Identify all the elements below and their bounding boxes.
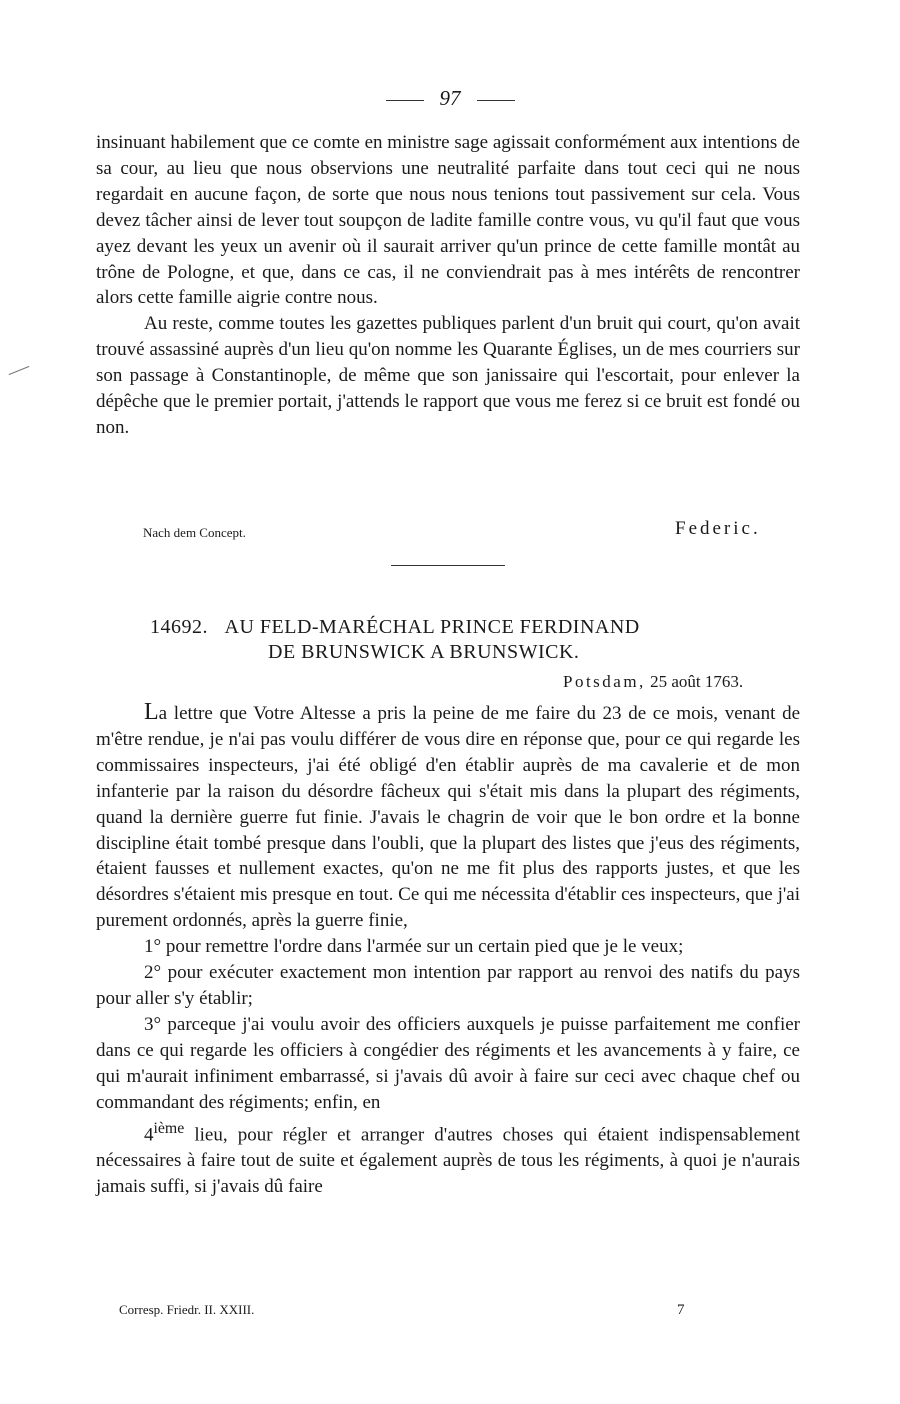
item-text: pour exécuter exactement mon intention par rapport au renvoi des natifs du pays pour aller s'y établir; xyxy=(96,962,800,1009)
item-number: 3° xyxy=(144,1013,162,1035)
item-text: lieu, pour régler et arranger d'autres choses qui étaient indispensablement nécessaires à faire tout de suite et également auprès de tous les régiments, à quoi je n'aurais jamais suffi, si j'avais dû faire xyxy=(96,1123,800,1197)
source-note: Nach dem Concept. xyxy=(143,525,246,540)
list-item xyxy=(96,1012,800,1116)
list-item xyxy=(96,960,800,1012)
letter-heading xyxy=(150,615,750,665)
list-item xyxy=(96,934,800,960)
page-number: 97 xyxy=(439,86,461,110)
item-number: 4 xyxy=(144,1123,154,1145)
signature: Federic. xyxy=(675,518,761,539)
heading-line-1 xyxy=(150,615,750,640)
folio-dash-left xyxy=(386,100,424,101)
heading-line-2: DE BRUNSWICK A BRUNSWICK. xyxy=(268,641,580,663)
folio-dash-right xyxy=(477,100,515,101)
previous-letter-text xyxy=(96,130,800,441)
letter-body xyxy=(96,700,800,1200)
paragraph: insinuant habilement que ce comte en ministre sage agissait conformément aux intentions de sa cour, au lieu que nous observions une neutralité parfaite dans tout ceci qui ne nous regardait en aucune façon, de sorte que nous nous tenions tout passivement sur cela. Vous devez tâcher ainsi de lever tout soupçon de ladite famille contre vous, vu qu'il faut que vous ayez devant les yeux un avenir où il saurait arriver qu'un prince de cette famille montât au trône de Pologne, et que, dans ce cas, il ne conviendrait pas à mes intérêts de rencontrer alors cette famille aigrie contre nous. xyxy=(96,132,800,309)
footer-signature-mark: 7 xyxy=(677,1302,685,1318)
item-text: pour remettre l'ordre dans l'armée sur un certain pied que je le veux; xyxy=(161,936,684,958)
section-divider xyxy=(391,565,505,566)
letter-intro-text: a lettre que Votre Altesse a pris la peine de me faire du 23 de ce mois, venant de m'être rendue, je n'ai pas voulu différer de vous dire en réponse que, pour ce qui regarde les commissaires inspecteurs, j'ai été obligé d'en établir auprès de ma cavalerie et de mon infanterie par la raison du désordre fâcheux qui s'était mis dans la plupart des régiments, quand la dernière guerre fut finie. J'avais le chagrin de voir que le bon ordre et la bonne discipline était tombé presque dans l'oubli, que la plupart des listes que j'eus des régiments, étaient fausses et nullement exactes, qu'on ne me fit plus des rapports justes, et que les désordres s'étaient mis presque en tout. Ce qui me nécessita d'établir ces inspecteurs, que j'ai purement ordonnés, après la guerre finie, xyxy=(96,703,800,932)
drop-cap: L xyxy=(144,699,159,725)
letter-date: 25 août 1763. xyxy=(650,672,744,691)
footer-collection: Corresp. Friedr. II. XXIII. xyxy=(119,1302,255,1317)
page-number-header xyxy=(0,86,900,111)
margin-mark xyxy=(9,366,30,375)
letter-place: Potsdam, xyxy=(563,672,646,691)
list-item xyxy=(96,1116,800,1200)
letter-intro xyxy=(96,700,800,934)
item-number: 2° xyxy=(144,962,162,984)
letter-addressee: AU FELD-MARÉCHAL PRINCE FERDINAND xyxy=(224,616,640,638)
paragraph: Au reste, comme toutes les gazettes publiques parlent d'un bruit qui court, qu'on avait trouvé assassiné auprès d'un lieu qu'on nomme les Quarante Églises, un de mes courriers sur son passage à Constantinople, de même que son janissaire qui l'escortait, pour enlever la dépêche que le premier portait, j'attends le rapport que vous me ferez si ce bruit est fondé ou non. xyxy=(96,313,800,438)
letter-place-date xyxy=(563,672,743,692)
item-text: parceque j'ai voulu avoir des officiers auxquels je puisse parfaitement me confier dans ce qui regarde les officiers à congédier des régiments et les avancements à y faire, ce qui m'aurait infiniment embarrassé, si j'avais dû avoir à faire sur ceci avec chaque chef ou commandant des régiments; enfin, en xyxy=(96,1013,800,1113)
item-number-superscript: ième xyxy=(153,1119,185,1137)
letter-number: 14692. xyxy=(150,616,208,638)
item-number: 1° xyxy=(144,936,162,958)
